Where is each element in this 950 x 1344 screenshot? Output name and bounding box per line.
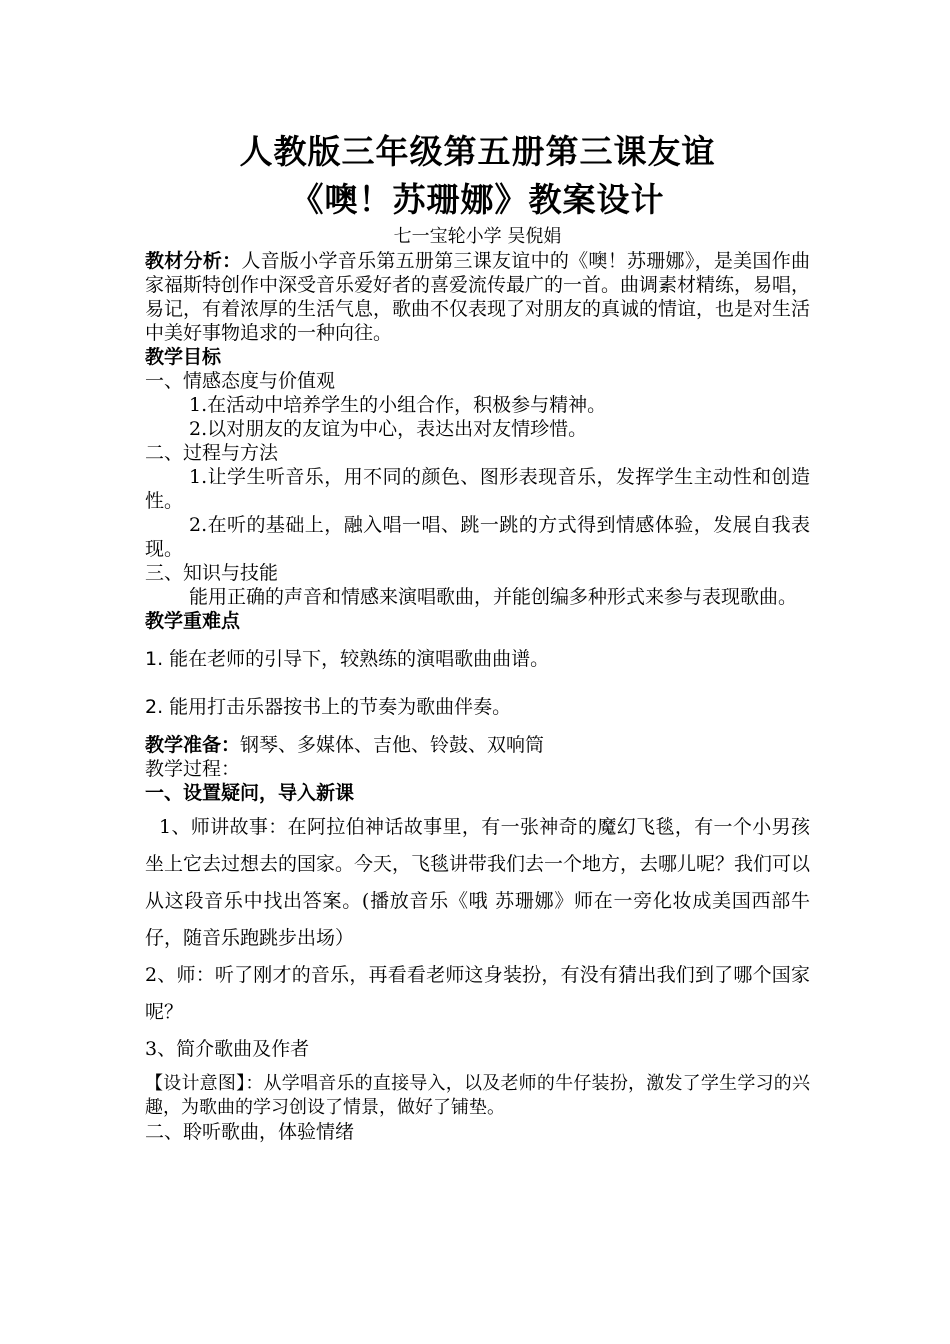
goal2-item2: 2.在听的基础上，融入唱一唱、跳一跳的方式得到情感体验，发展自我表现。	[145, 514, 810, 560]
analysis-text: 人音版小学音乐第五册第三课友谊中的《噢！苏珊娜》，是美国作曲家福斯特创作中深受音乐爱好者的喜爱流传最广的一首。曲调素材精练，易唱，易记，有着浓厚的生活气息，歌曲不仅表现了对朋友的真诚的情谊，也是对生活中美好事物追求的一种向往。	[145, 250, 811, 344]
keypoint-1: 1. 能在老师的引导下，较熟练的演唱歌曲曲谱。	[145, 648, 550, 670]
goal2-item1: 1.让学生听音乐，用不同的颜色、图形表现音乐，发挥学生主动性和创造性。	[145, 466, 810, 512]
step2-heading: 二、聆听歌曲，体验情绪	[145, 1121, 355, 1143]
step1-heading: 一、设置疑问，导入新课	[145, 782, 355, 804]
keypoint-2: 2. 能用打击乐器按书上的节奏为歌曲伴奏。	[145, 696, 512, 718]
title-line-1: 人教版三年级第五册第三课友谊	[239, 132, 716, 171]
prep-paragraph	[145, 733, 810, 757]
step1-paragraph-3: 3、简介歌曲及作者	[145, 1038, 310, 1060]
step1-paragraph-2: 2、师：听了刚才的音乐，再看看老师这身装扮，有没有猜出我们到了哪个国家呢？	[145, 964, 810, 1023]
design-intent: 【设计意图】：从学唱音乐的直接导入，以及老师的牛仔装扮，激发了学生学习的兴趣，为歌曲的学习创设了情景，做好了铺垫。	[145, 1073, 810, 1118]
prep-text: 钢琴、多媒体、吉他、铃鼓、双响筒	[240, 734, 545, 756]
analysis-paragraph	[145, 249, 810, 345]
step1-paragraph-1: 1、师讲故事：在阿拉伯神话故事里，有一张神奇的魔幻飞毯，有一个小男孩坐上它去过想去的国家。今天，飞毯讲带我们去一个地方，去哪儿呢？我们可以从这段音乐中找出答案。(播放音乐《哦 苏珊娜》师在一旁化妆成美国西部牛仔，随音乐跑跳步出场）	[145, 816, 811, 949]
document-body	[145, 128, 810, 1144]
title-line-2: 《噢！苏珊娜》教案设计	[290, 180, 665, 219]
goal3-heading: 三、知识与技能	[145, 562, 279, 584]
analysis-label: 教材分析：	[145, 250, 242, 272]
prep-label: 教学准备：	[145, 734, 241, 756]
keypoints-heading: 教学重难点	[145, 610, 241, 632]
goals-heading: 教学目标	[145, 346, 222, 368]
goal2-heading: 二、过程与方法	[145, 442, 279, 464]
process-label: 教学过程：	[145, 758, 241, 780]
goal1-item1: 1.在活动中培养学生的小组合作，积极参与精神。	[189, 394, 607, 416]
goal3-item1: 能用正确的声音和情感来演唱歌曲，并能创编多种形式来参与表现歌曲。	[189, 586, 798, 608]
goal1-heading: 一、情感态度与价值观	[145, 370, 336, 392]
goal1-item2: 2.以对朋友的友谊为中心，表达出对友情珍惜。	[189, 418, 588, 440]
author-line: 七一宝轮小学 吴倪娟	[393, 226, 562, 247]
